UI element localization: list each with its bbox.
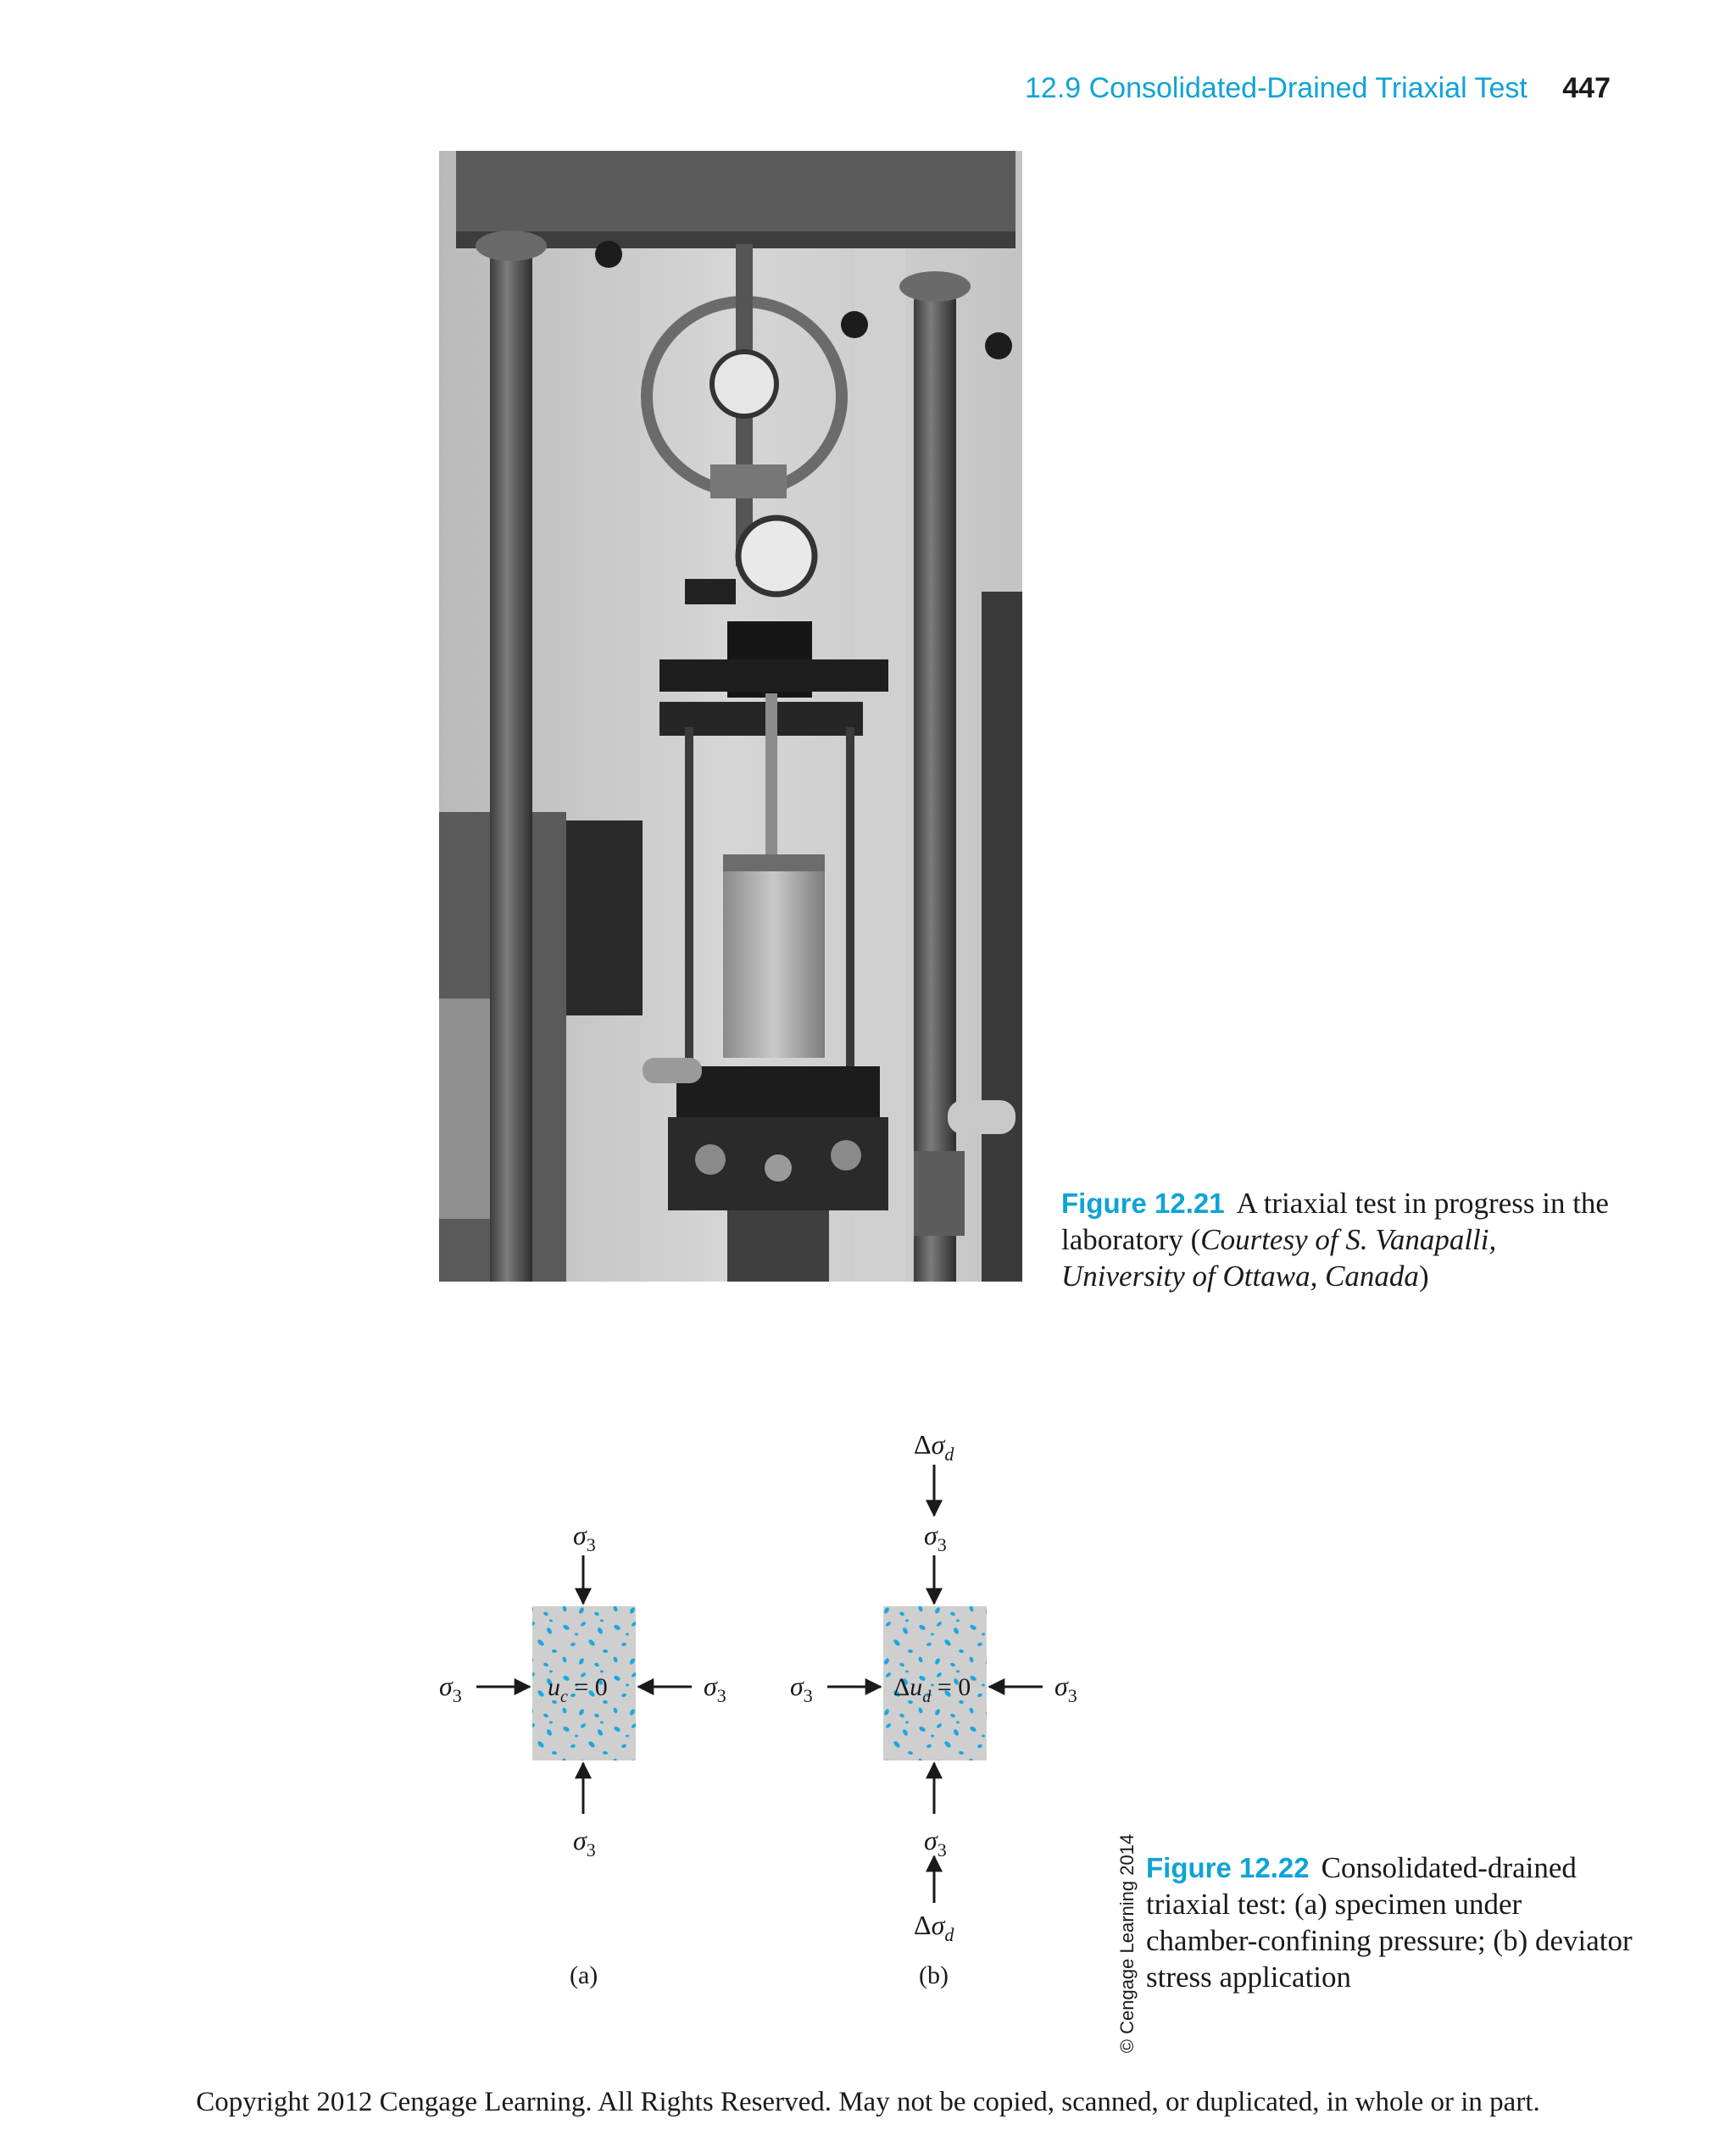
- sigma3-left-a: $\sigma_3$: [439, 1671, 462, 1706]
- image-credit: [1110, 1833, 1144, 2054]
- sigma3-right-a: $\sigma_3$: [704, 1671, 726, 1706]
- pore-pressure-a: $u_c = 0$: [548, 1673, 608, 1706]
- pore-pressure-b: $\Delta u_d = 0$: [893, 1673, 971, 1706]
- sigma3-top-a: $\sigma_3$: [573, 1520, 596, 1555]
- running-head: [848, 71, 1611, 105]
- deviator-bottom-b: $\Delta\sigma_d$: [914, 1910, 954, 1945]
- figure-12-22-caption: [1146, 1849, 1638, 1995]
- panel-a: [439, 1520, 726, 1989]
- deviator-top-b: $\Delta\sigma_d$: [914, 1429, 954, 1465]
- copyright-footer: Copyright 2012 Cengage Learning. All Rights Reserved. May not be copied, scanned, or duplicated, in whole or in part.: [196, 2087, 1540, 2117]
- sigma3-right-b: $\sigma_3$: [1054, 1671, 1077, 1706]
- credit-text: © Cengage Learning 2014: [1116, 1833, 1138, 2054]
- page-number: 447: [1562, 72, 1611, 104]
- panel-b: [790, 1429, 1077, 1989]
- figure-12-21-text: A triaxial test in progress in the laboratory (: [1061, 1187, 1609, 1256]
- panel-b-label: (b): [919, 1961, 949, 1989]
- triaxial-apparatus-photo: [439, 151, 1022, 1282]
- figure-12-21-close: ): [1418, 1260, 1429, 1293]
- section-title: 12.9 Consolidated-Drained Triaxial Test: [1025, 72, 1527, 104]
- figure-12-22-diagram: [407, 1416, 1170, 2009]
- sigma3-bottom-b: $\sigma_3$: [924, 1825, 947, 1861]
- sigma3-bottom-a: $\sigma_3$: [573, 1825, 596, 1861]
- figure-12-21-label: Figure 12.21: [1061, 1188, 1225, 1219]
- figure-12-22-text: Consolidated-drained triaxial test: (a) specimen under chamber-confining pressure; (b) deviator stress application: [1146, 1851, 1633, 1994]
- figure-12-21-caption: [1061, 1185, 1621, 1294]
- panel-a-label: (a): [570, 1961, 598, 1989]
- sigma3-top-b: $\sigma_3$: [924, 1520, 947, 1555]
- figure-12-21-credit: Courtesy of S. Vanapalli, University of Ottawa, Canada: [1061, 1223, 1497, 1293]
- sigma3-left-b: $\sigma_3$: [790, 1671, 813, 1706]
- figure-12-22-label: Figure 12.22: [1146, 1852, 1310, 1883]
